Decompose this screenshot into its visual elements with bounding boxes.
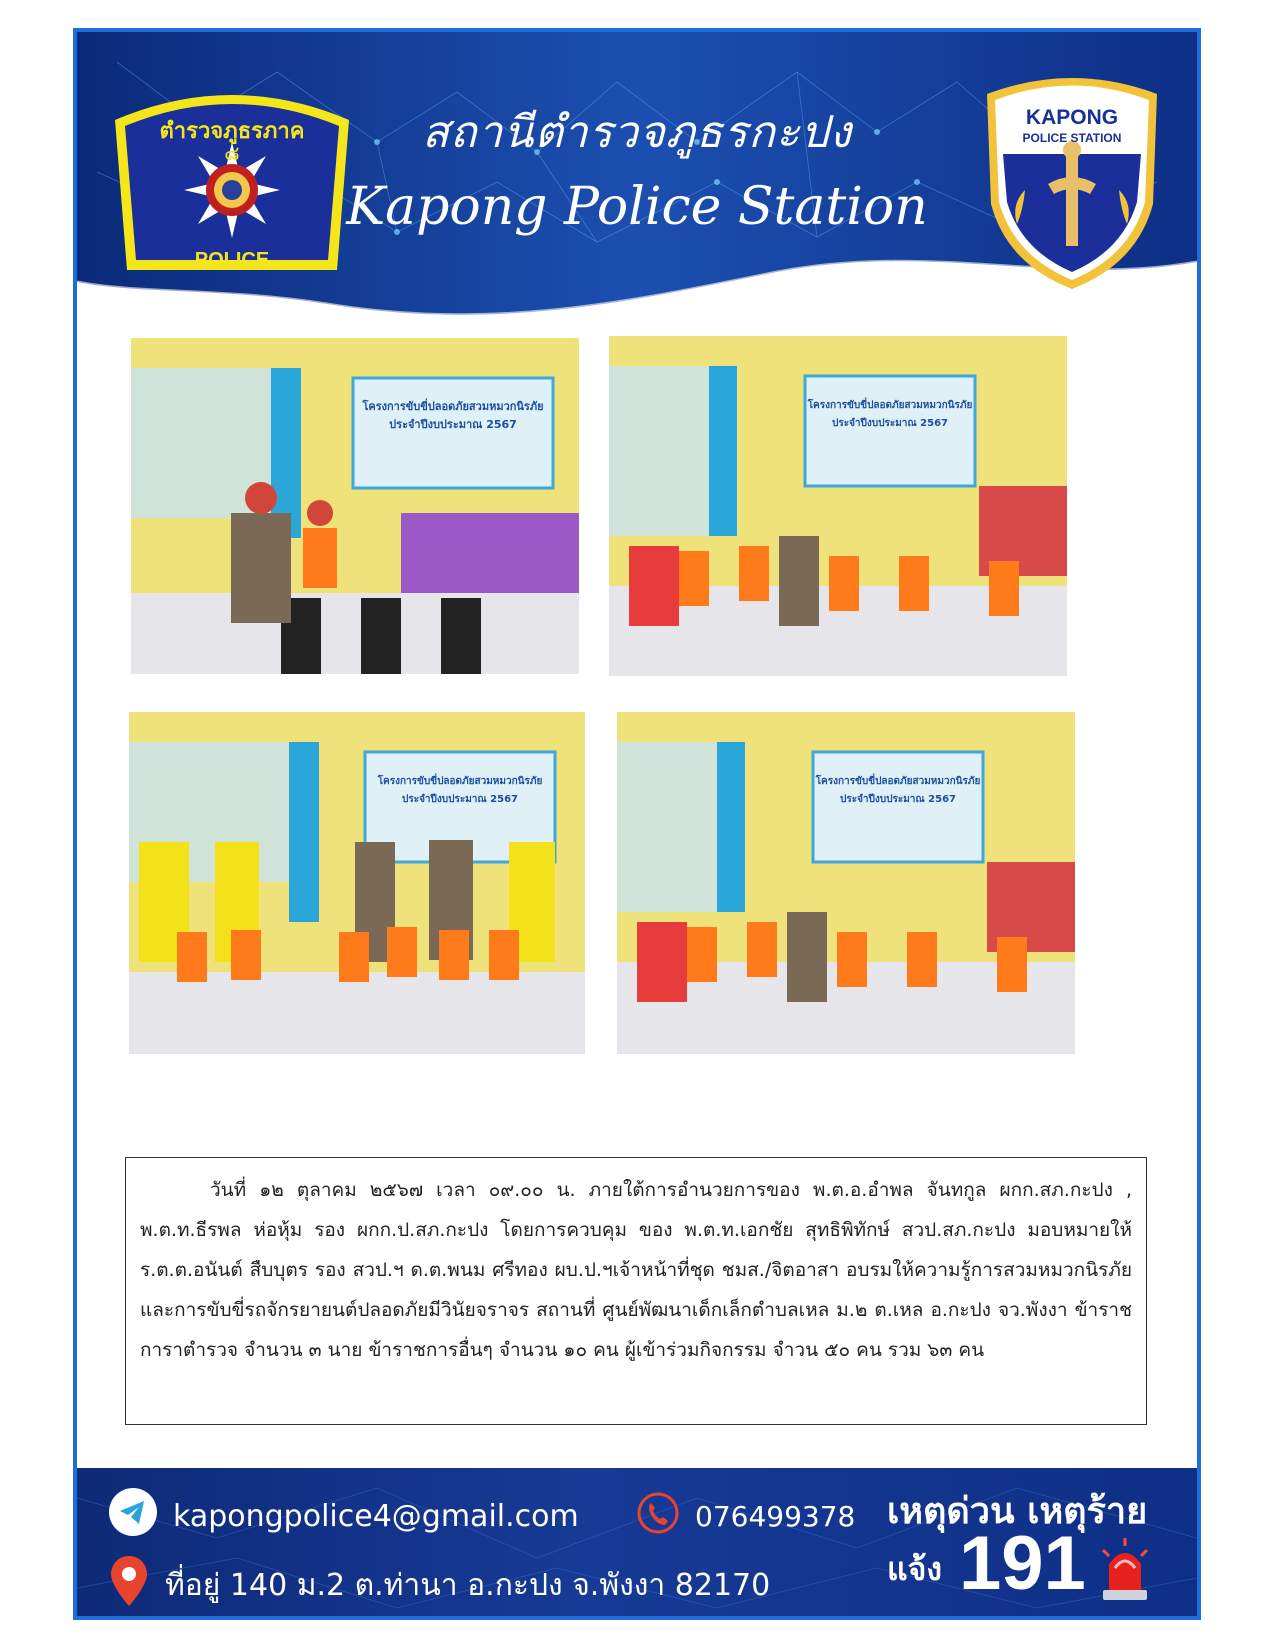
emergency-report-label: แจ้ง xyxy=(887,1550,942,1588)
page-frame xyxy=(73,28,1201,1620)
kapong-station-shield xyxy=(977,74,1167,294)
email-row xyxy=(109,1488,579,1544)
phone-row xyxy=(637,1492,855,1541)
station-title-thai: สถานีตำรวจภูธรกะปง xyxy=(422,107,852,158)
banner-line1: โครงการขับขี่ปลอดภัยสวมหมวกนิรภัย xyxy=(362,400,544,413)
banner-line2: ประจำปีงบประมาณ 2567 xyxy=(389,418,517,431)
station-address: ที่อยู่ 140 ม.2 ต.ท่านา อ.กะปง จ.พังงา 82170 xyxy=(165,1567,771,1603)
banner-line1: โครงการขับขี่ปลอดภัยสวมหมวกนิรภัย xyxy=(377,776,543,787)
header-banner xyxy=(77,32,1197,332)
badge-bottom-text: POLICE xyxy=(194,249,270,271)
banner-line2: ประจำปีงบประมาณ 2567 xyxy=(831,418,949,429)
banner-line1: โครงการขับขี่ปลอดภัยสวมหมวกนิรภัย xyxy=(807,400,973,411)
activity-photo-1 xyxy=(131,338,579,674)
address-row xyxy=(109,1554,770,1616)
email-address[interactable]: kapongpolice4@gmail.com xyxy=(173,1498,579,1534)
location-pin-icon xyxy=(109,1554,149,1616)
badge-number: ๘ xyxy=(224,141,240,165)
provincial-police-badge xyxy=(105,80,359,284)
activity-photo-2 xyxy=(609,336,1067,676)
activity-photo-4 xyxy=(617,712,1075,1054)
shield-line1: KAPONG xyxy=(1025,106,1119,129)
phone-icon xyxy=(637,1492,679,1541)
telegram-icon xyxy=(109,1488,157,1544)
activity-report-text: วันที่ ๑๒ ตุลาคม ๒๕๖๗ เวลา ๐๙.๐๐ น. ภายใต้การอำนวยการของ พ.ต.อ.อำพล จันทกูล ผกก.สภ.กะปง , พ.ต.ท.ธีรพล ห่อหุ้ม รอง ผกก.ป.สภ.กะปง โดยการควบคุม ของ พ.ต.ท.เอกชัย สุทธิพิทักษ์ สวป.สภ.กะปง มอบหมายให้ ร.ต.ต.อนันต์ สืบบุตร รอง สวป.ฯ ด.ต.พนม ศรีทอง ผบ.ป.ฯเจ้าหน้าที่ชุด ชมส./จิตอาสา อบรมให้ความรู้การสวมหมวกนิรภัย และการขับขี่รถจักรยายนต์ปลอดภัยมีวินัยจราจร สถานที่ ศูนย์พัฒนาเด็กเล็กตำบลเหล ม.๒ ต.เหล อ.กะปง จว.พังงา ข้าราชการาตำรวจ จำนวน ๓ นาย ข้าราชการอื่นๆ จำนวน ๑๐ คน ผู้เข้าร่วมกิจกรรม จำวน ๕๐ คน รวม ๖๓ คน xyxy=(125,1157,1147,1425)
emergency-label: เหตุด่วน เหตุร้าย xyxy=(887,1491,1148,1532)
activity-photo-3 xyxy=(129,712,585,1054)
siren-icon xyxy=(1099,1538,1151,1606)
phone-number[interactable]: 076499378 xyxy=(695,1500,856,1533)
banner-line2: ประจำปีงบประมาณ 2567 xyxy=(401,794,519,805)
banner-line2: ประจำปีงบประมาณ 2567 xyxy=(839,794,957,805)
contact-footer xyxy=(77,1468,1197,1620)
shield-line2: POLICE STATION xyxy=(1022,131,1122,145)
banner-line1: โครงการขับขี่ปลอดภัยสวมหมวกนิรภัย xyxy=(815,776,981,787)
station-title-english: Kapong Police Station xyxy=(346,177,928,237)
emergency-number[interactable]: 191 xyxy=(959,1521,1086,1606)
badge-top-text: ตำรวจภูธรภาค xyxy=(159,119,305,144)
